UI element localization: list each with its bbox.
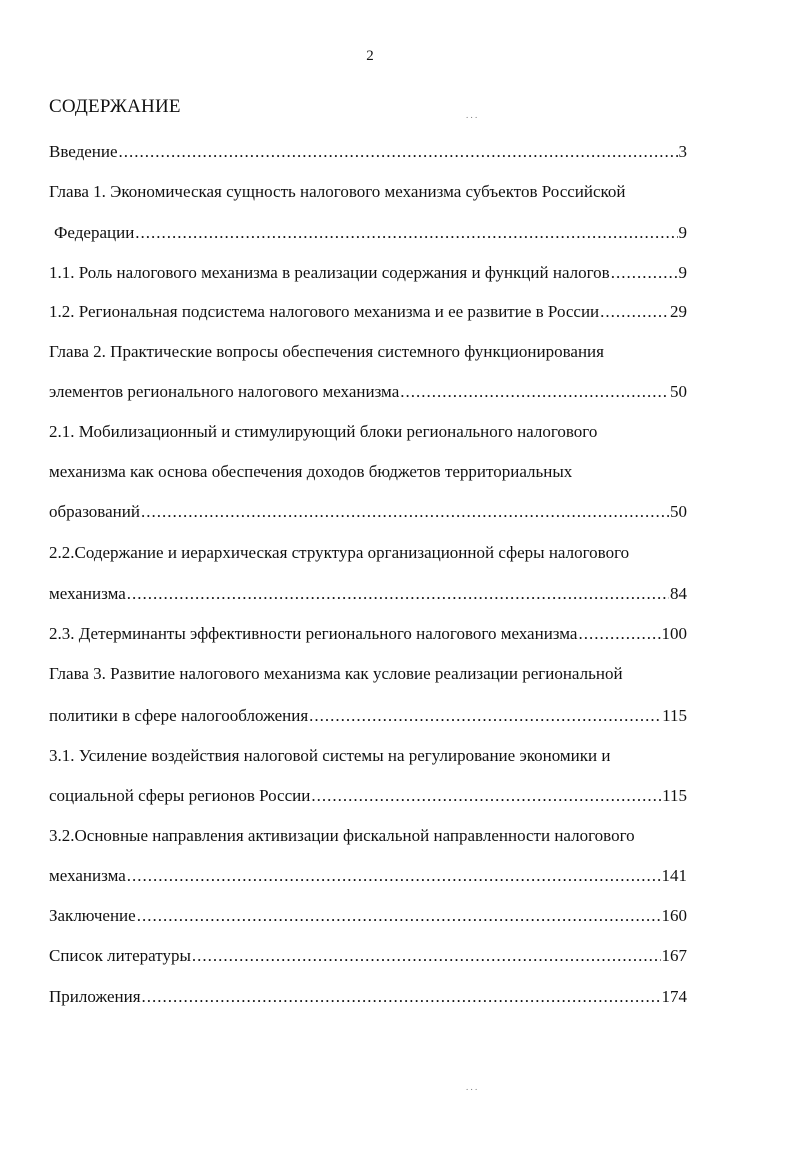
toc-entry-2-2-cont: механизма ..... 84 [49, 584, 687, 604]
toc-entry-3-1: 3.1. Усиление воздействия налоговой системы на регулирование экономики и [49, 746, 611, 765]
toc-entry-introduction: Введение ..... 3 [49, 142, 687, 162]
scan-speck: . . . [466, 1082, 478, 1092]
toc-entry-3-2-cont: механизма ..... 141 [49, 866, 687, 886]
page-number: 2 [366, 48, 374, 64]
toc-entry-2-1-cont-2: образований ..... 50 [49, 502, 687, 522]
toc-entry-chapter-3: Глава 3. Развитие налогового механизма как условие реализации региональной [49, 664, 623, 683]
toc-entry-chapter-1: Глава 1. Экономическая сущность налогового механизма субъектов Российской [49, 182, 626, 201]
toc-entry-chapter-3-cont: политики в сфере налогообложения ..... 115 [49, 706, 687, 726]
toc-entry-1-1: 1.1. Роль налогового механизма в реализации содержания и функций налогов ..... 9 [49, 263, 687, 283]
toc-entry-3-1-cont: социальной сферы регионов России ..... 115 [49, 786, 687, 806]
toc-entry-2-3: 2.3. Детерминанты эффективности регионального налогового механизма ..... 100 [49, 624, 687, 644]
toc-entry-2-1: 2.1. Мобилизационный и стимулирующий блоки регионального налогового [49, 422, 598, 441]
toc-entry-1-2: 1.2. Региональная подсистема налогового механизма и ее развитие в России ..... 29 [49, 302, 687, 322]
toc-entry-chapter-2: Глава 2. Практические вопросы обеспечения системного функционирования [49, 342, 604, 361]
toc-entry-3-2: 3.2.Основные направления активизации фискальной направленности налогового [49, 826, 635, 845]
toc-entry-conclusion: Заключение ..... 160 [49, 906, 687, 926]
toc-entry-chapter-2-cont: элементов регионального налогового механизма ..... 50 [49, 382, 687, 402]
toc-entry-2-1-cont-1: механизма как основа обеспечения доходов бюджетов территориальных [49, 462, 573, 481]
toc-entry-2-2: 2.2.Содержание и иерархическая структура организационной сферы налогового [49, 543, 630, 562]
toc-heading: СОДЕРЖАНИЕ [49, 96, 181, 117]
scan-speck: . . . [466, 110, 478, 120]
toc-entry-appendices: Приложения ..... 174 [49, 987, 687, 1007]
toc-entry-chapter-1-cont: Федерации ..... 9 [54, 223, 687, 243]
toc-entry-bibliography: Список литературы ..... 167 [49, 946, 687, 966]
